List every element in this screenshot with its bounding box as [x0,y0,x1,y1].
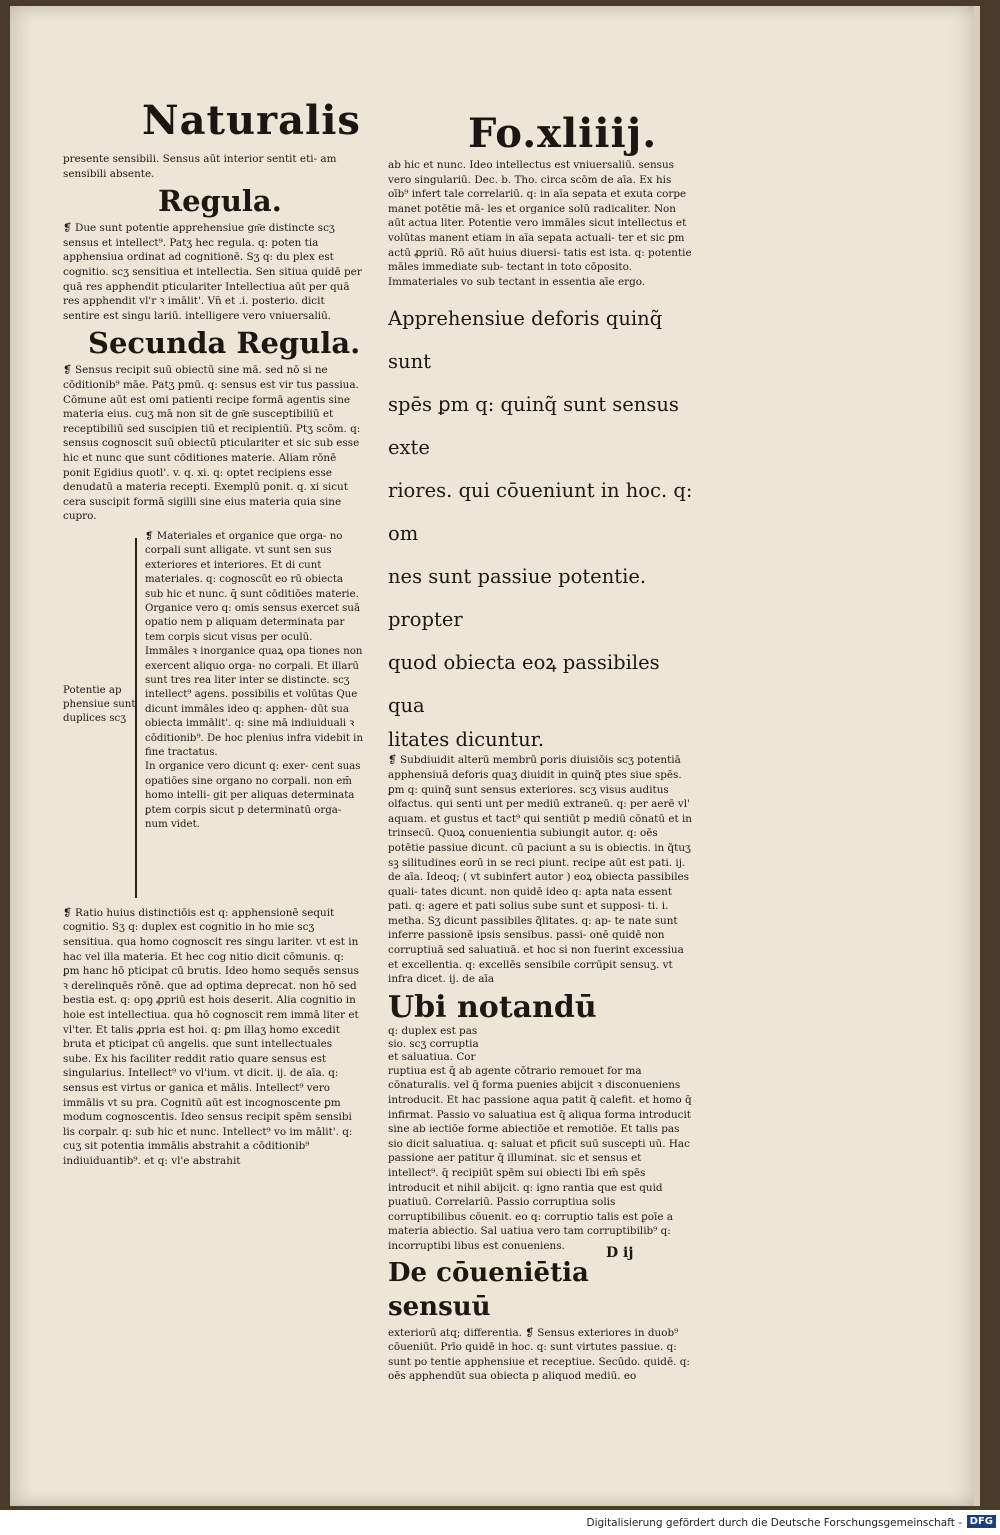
page-edge [974,6,980,1506]
bracket-diagram [63,530,363,904]
running-head-left: Naturalis [142,97,361,144]
bracket-item: In organice vero dicunt q: exer- cent suas opatiōes sine organo no corpali. non em̄ homo intelli- git per aliquas determinata ꝑtem corpis sicut p determinatū orga- num videt. [145,761,361,830]
paragraph-de: exteriorū atq; differentia. ❡ Sensus exteriores in duob⁹ cōueniūt. Prīo quidē in hoc. q: sunt virtutes passiue. q: sunt po tentie apphensiue et receptiue. Secūdo. quidē. q: oēs apphendūt sua obiecta p aliquod mediū. eo [388,1326,690,1383]
left-column [63,152,363,1169]
right-column [388,158,693,1384]
signature-mark: D ij [606,1245,634,1261]
large-text-line: nes sunt passiue potentie. propter [388,565,647,632]
heading-secunda-regula: Secunda Regula. [88,326,361,361]
bracket-item: Immāles ꝛ inorganice quaꝝ opa tiones non exercent aliquo orga- no corpali. Et illarū sunt tres rea liter inter se distincte. scʒ intellect⁹ agens. possibilis et volūtas Que dicunt immāles ideo q: apphen- dūt sua obiecta immālit'. q: sine mā indiuiduali ꝛ cōditionib⁹. De hoc plenius infra videbit in fine tractatus. [145,646,364,758]
large-text-line: litates dicuntur. [388,728,545,752]
paragraph-ubi: ruptiua est q̄ ab agente cōtrario remouet for ma cōnaturalis. vel q̄ forma puenies abijcit ꝛ disconueniens introducit. Et hac passione aqua patit q̄ calefit. et homo q̄ infirmat. Passio vo saluatiua est q̄ aliqua forma introducit sine ab iectiōe forme abiectiōe et remotiōe. Et talis pas sio dicit saluatiua. q: saluat et pficit suū suscepti uū. Hac passione aer patitur q̄ illuminat. sic et sensus et intellect⁹. q̄ recipiūt spēm sui obiecti Ibi em̄ spēs introducit et nihil abijcit. q: igno rantia que est quid puatiuū. Correlariū. Passio corruptiua solis corruptibilibus cōuenit. eo q: corruptio talis est ꝑoīe a materia abiectio. Sal uatiua vero tam corruptibilib⁹ q: incorruptibi libus est conueniens. [388,1064,692,1252]
paragraph-top: ab hic et nunc. Ideo intellectus est vniuersaliū. sensus vero singulariū. Dec. b. Tho. circa scōm de aīa. Ex his oīb⁹ infert tale correlariū. q: in aīa sepata et exuta corpe manet potētie mā- les et organice solū radicaliter. Non aūt actua liter. Potentie vero immāles sicut intellectus et volūtas manent etiam in aīa sepata actuali- ter et sic ꝑm actū ꝓpriū. Rō aūt huius diuersi- tatis est ista. q: potentie māles immediate sub- tectant in toto cōposito. Immateriales vo sub tectant in essentia aīe ergo. [388,159,692,288]
paragraph-secunda: ❡ Sensus recipit suū obiectū sine mā. sed nō si ne cōditionib⁹ māe. Patʒ pmū. q: sensus est vir tus passiua. Cōmune aūt est omi patienti recipe formā agentis sine materia eius. cuʒ mā non sit de gn͂e susceptibiliū et receptibiliū sed suscipien tiū et recipientiū. Ptʒ scōm. q: sensus cognoscit suū obiectū pticulariter et sic sub esse hic et nunc que sunt cōditiones materie. Aliam rōnē ponit Egidius quotl'. v. q. xi. q: optet recipiens esse denudatū a materia recepti. Exemplū ponit. q. xi sicut cera suscipit formā sigilli sine eius materia quia sine cupro. [63,364,361,523]
large-text-block [388,297,693,753]
large-text-line: quod obiecta eoꝝ passibiles qua [388,651,660,718]
paragraph-ratio: ❡ Ratio huius distinctiōis est q: apphensionē sequit cognitio. Sʒ q: duplex est cognitio in ho mie scʒ sensitiua. qua homo cognoscit res singu lariter. vt est in hac vel illa materia. Et hec cog nitio dicit cōmunis. q: ꝑm hanc hō pticipat cū brutis. Ideo homo sequēs sensus ꝛ derelinquēs rōnē. que ad optima deprecat. non hō sed bestia est. q: opꝯ ꝓpriū est hois deserit. Alia cognitio in hoie est intellectiua. qua hō cognoscit rem immā liter et vl'ter. Et talis ꝓpria est hoi. q: ꝑm illaʒ homo excedit bruta et pticipat cū angelis. que sunt intellectuales sube. Ex his faciliter reddit ratio quare sensus est singularius. Intellect⁹ vo vl'ium. vt dicit. ij. de aīa. q: sensus est virtus or ganica et mālis. Intellect⁹ vero immālis vt su pra. Cognitū aūt est incognoscente ꝑm modum cognoscentis. Ideo sensus recipit spēm sensibi lis corpalr. q: sub hic et nunc. Intellect⁹ vo im mālit'. q: cuʒ sit potentia immālis abstrahit a cōditionib⁹ indiuiduantib⁹. et q: vl'e abstrahit [63,906,359,1167]
dfg-logo: DFG [967,1515,996,1528]
bracket-text [145,530,363,833]
footer-bar [0,1510,1000,1535]
paragraph-regula: ❡ Due sunt potentie apprehensiue gn͂e distincte scʒ sensus et intellect⁹. Patʒ hec regula. q: poten tia apphensiua ordinat ad cognitionē. Sʒ q: du plex est cognitio. scʒ sensitiua et intellectia. Sen sitiua quidē per quā res apphendit pticulariter Intellectiua aūt per quā res apphendit vl'r ꝛ imālit'. Vn̄ et .i. posterio. dicit sentire est singu lariū. intelligere vero vniuersaliū. [63,222,362,322]
bracket-item: ❡ Materiales et organice que orga- no corpali sunt alligate. vt sunt sen sus exteriores et interiores. Et di cunt materiales. q: cognoscūt eo rū obiecta sub hic et nunc. q̄ sunt cōditiōes materie. Organice vero q: omis sensus exercet suā opatio nem p aliquam determinata par tem corpis sicut visus per oculū. [145,530,361,643]
intro-text: presente sensibili. Sensus aūt interior sentit eti- am sensibili absente. [63,153,337,180]
heading-ubi-notandum: Ubi notandū [388,989,597,1025]
large-text-line: spēs ꝑm q: quinq̃ sunt sensus exte [388,393,679,460]
bracket-label: Potentie ap phensiue sunt duplices scʒ [63,684,136,724]
footer-credit: Digitalisierung gefördert durch die Deutsche Forschungsgemeinschaft - [586,1517,962,1529]
large-text-line: riores. qui cōueniunt in hoc. q: om [388,479,693,546]
paragraph-subdiuidit: ❡ Subdiuidit alterū membrū ꝑoris diuisiōis scʒ potentiā apphensiuā deforis quaʒ diuidit in quinq̃ ptes siue spēs. ꝑm q: quinq̃ sunt sensus exteriores. scʒ visus auditus olfactus. qui senti unt per mediū extraneū. q: per aerē vl' aquam. et gustus et tact⁹ qui sentiūt p mediū cōnatū et in trinsecū. Quoꝝ conuenientia subiungit autor. q: oēs potētie passiue dicunt. cū paciunt a su is obiectis. in q̃tuʒ sꝫ silitudines eorū in se reci piunt. recipe aūt est pati. ij. de aīa. Ideoq; ( vt subinfert autor ) eoꝝ obiecta passibiles quali- tates dicunt. non quidē ideo q: apta nata essent pati. q: agere et pati solius sube sunt et supposi- ti. i. metha. Sʒ dicunt passibiles q̃litates. q: ap- te nate sunt inferre passionē ipsis sensibus. passi- onē quidē non corruptiuā sed saluatiuā. et hoc si non fuerint excessiua et excellentia. q: excellēs sensibile corrūpit sensuʒ. vt infra dicet. ij. de aīa [388,754,692,986]
ubi-side-text: q: duplex est pas sio. scʒ corruptia et saluatiua. Cor [388,1024,479,1063]
heading-de-conuenientia: De cōueniētia sensuū [388,1257,589,1322]
heading-regula: Regula. [158,184,282,219]
brace-line [135,538,145,898]
ubi-notandum-block [388,991,693,1064]
large-text-line: Apprehensiue deforis quinq̃ sunt [388,307,663,374]
running-head-right: Fo.xliiij. [468,110,658,157]
